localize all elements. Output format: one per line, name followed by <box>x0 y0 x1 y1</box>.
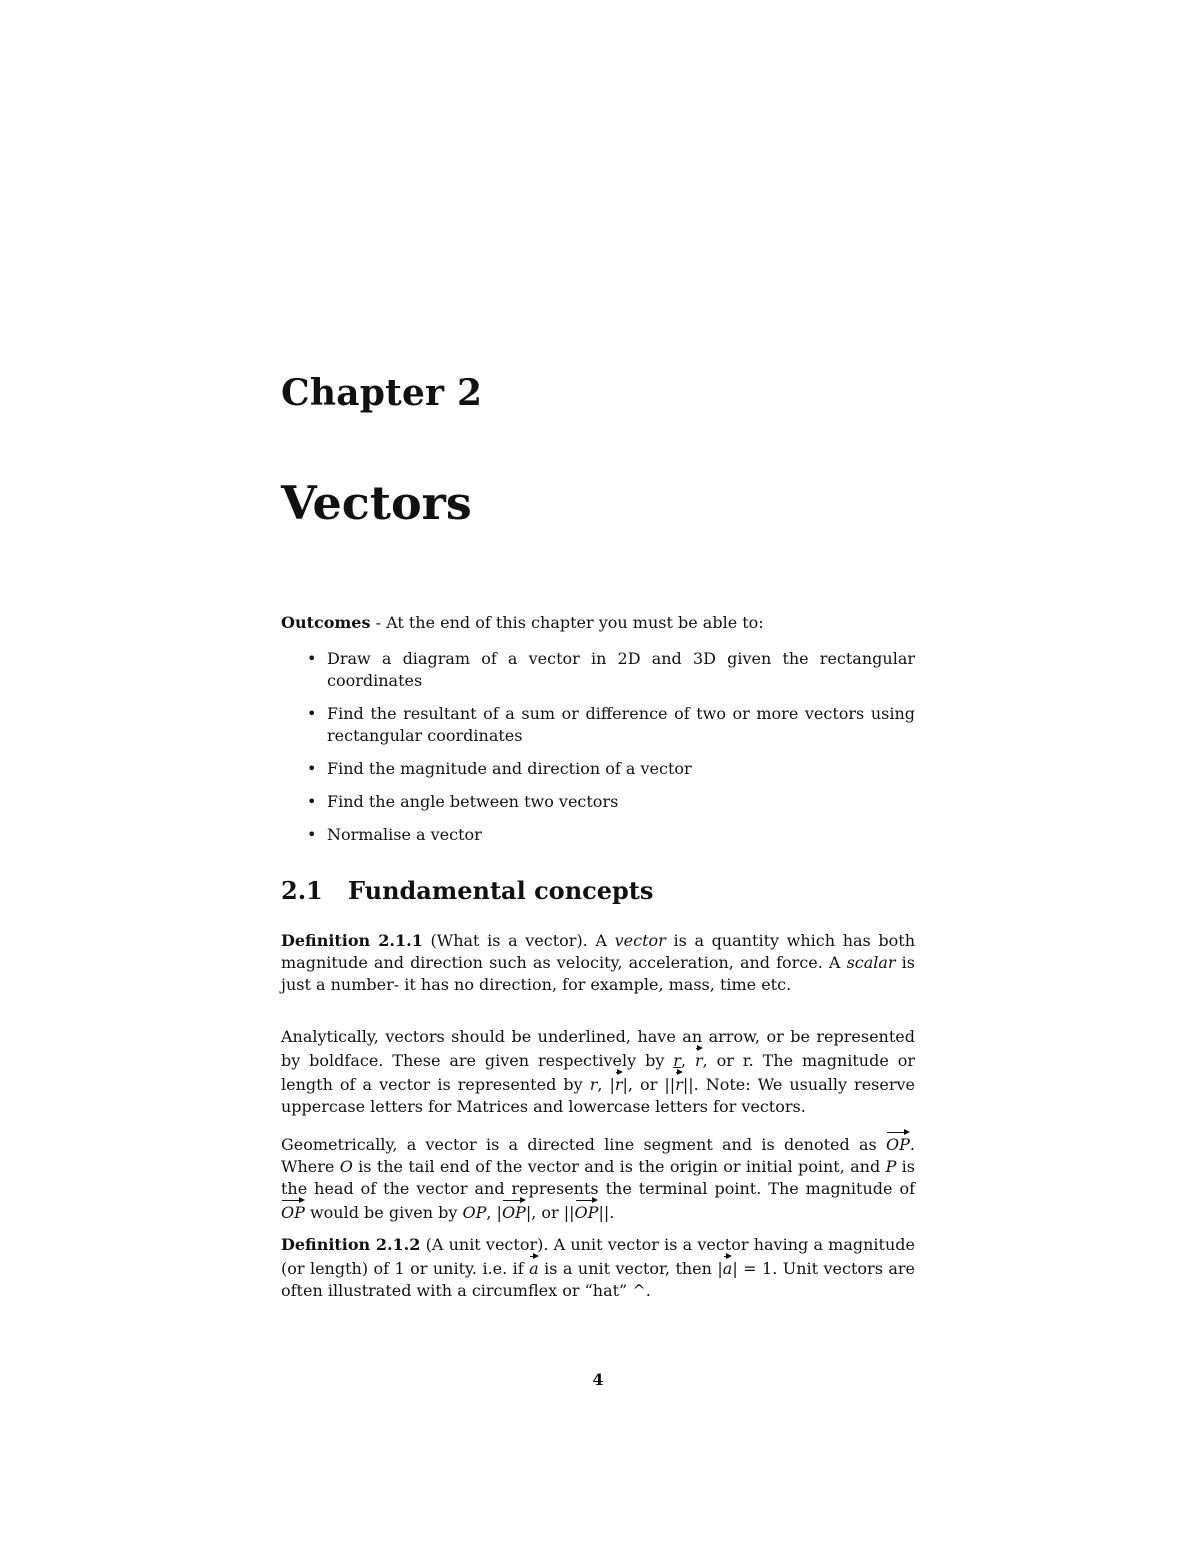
paragraph-text: is the tail end of the vector and is the origin or initial point, and <box>352 1157 886 1176</box>
arrow-vector: r <box>675 1072 683 1096</box>
arrow-vector: a <box>723 1256 733 1280</box>
paragraph-text: would be given by <box>304 1203 463 1222</box>
outcomes-intro <box>281 612 915 634</box>
outcomes-intro-text: - At the end of this chapter you must be able to: <box>370 613 764 632</box>
list-item: • Normalise a vector <box>327 824 915 846</box>
definition-name: (A unit vector). <box>425 1235 549 1254</box>
chapter-label: Chapter 2 <box>281 372 483 414</box>
definition-text: A <box>587 931 615 950</box>
definition-text: A unit vector is a vector having a magnitude (or length) of 1 or unity. i.e. if <box>281 1235 915 1278</box>
paragraph-text: . Where <box>281 1135 915 1176</box>
list-item: • Find the magnitude and direction of a vector <box>327 758 915 780</box>
underlined-vector: r <box>673 1051 681 1070</box>
paragraph-text: |, or || <box>525 1203 575 1222</box>
list-item: • Draw a diagram of a vector in 2D and 3D given the rectangular coordinates <box>327 648 915 692</box>
list-item: • Find the angle between two vectors <box>327 791 915 813</box>
term-vector: vector <box>614 931 666 950</box>
paragraph-text: |, or || <box>622 1075 676 1094</box>
math-symbol: P <box>885 1157 897 1176</box>
arrow-vector: a <box>529 1256 539 1280</box>
arrow-vector: OP <box>575 1200 599 1224</box>
paragraph-text: ||. Note: We usually reserve uppercase letters for Matrices and lowercase letters for vectors. <box>281 1075 916 1116</box>
arrow-vector: r <box>695 1048 703 1072</box>
arrow-vector: r <box>615 1072 623 1096</box>
section-heading <box>281 876 915 906</box>
chapter-content <box>281 612 915 1302</box>
definition-vector <box>281 930 915 996</box>
chapter-title: Vectors <box>281 476 472 530</box>
paragraph-text: Geometrically, a vector is a directed line segment and is denoted as <box>281 1135 887 1154</box>
outcomes-lead: Outcomes <box>281 613 371 632</box>
definition-name: (What is a vector). <box>430 931 588 950</box>
math-symbol: OP <box>462 1203 487 1222</box>
math-symbol: O <box>339 1157 353 1176</box>
paragraph-text: , | <box>597 1075 615 1094</box>
paragraph-text: , or r. The magnitude or length of a vector is represented by <box>281 1051 916 1094</box>
paragraph-text: , | <box>486 1203 502 1222</box>
definition-label: Definition 2.1.1 <box>281 931 423 950</box>
definition-label: Definition 2.1.2 <box>281 1235 421 1254</box>
paragraph-analytic <box>281 1026 915 1118</box>
section-title: Fundamental concepts <box>348 876 654 905</box>
list-item: • Find the resultant of a sum or difference of two or more vectors using rectangular coordinates <box>327 703 915 747</box>
math-symbol: r <box>589 1075 598 1094</box>
paragraph-text: Analytically, vectors should be underlined, have an arrow, or be represented by boldface. These are given respectively by <box>281 1027 915 1070</box>
paragraph-text: ||. <box>598 1203 615 1222</box>
arrow-vector: OP <box>281 1200 305 1224</box>
document-page <box>281 0 915 1553</box>
arrow-vector: OP <box>502 1200 526 1224</box>
paragraph-geometric <box>281 1132 915 1224</box>
outcomes-list <box>281 648 915 846</box>
arrow-vector: OP <box>886 1132 910 1156</box>
paragraph-text: is the head of the vector and represents the terminal point. The magnitude of <box>281 1157 915 1198</box>
definition-text: is a unit vector, then | <box>538 1259 723 1278</box>
definition-text: is a quantity which has both magnitude and direction such as velocity, acceleration, and force. A <box>281 931 916 972</box>
page-number: 4 <box>592 1370 604 1389</box>
term-scalar: scalar <box>846 953 896 972</box>
section-number: 2.1 <box>281 876 323 905</box>
definition-text: | = 1. Unit vectors are often illustrated with a circumflex or “hat” ^. <box>281 1259 916 1300</box>
paragraph-text: , <box>680 1051 695 1070</box>
definition-text: is just a number- it has no direction, for example, mass, time etc. <box>281 953 915 994</box>
definition-unit-vector <box>281 1234 915 1302</box>
